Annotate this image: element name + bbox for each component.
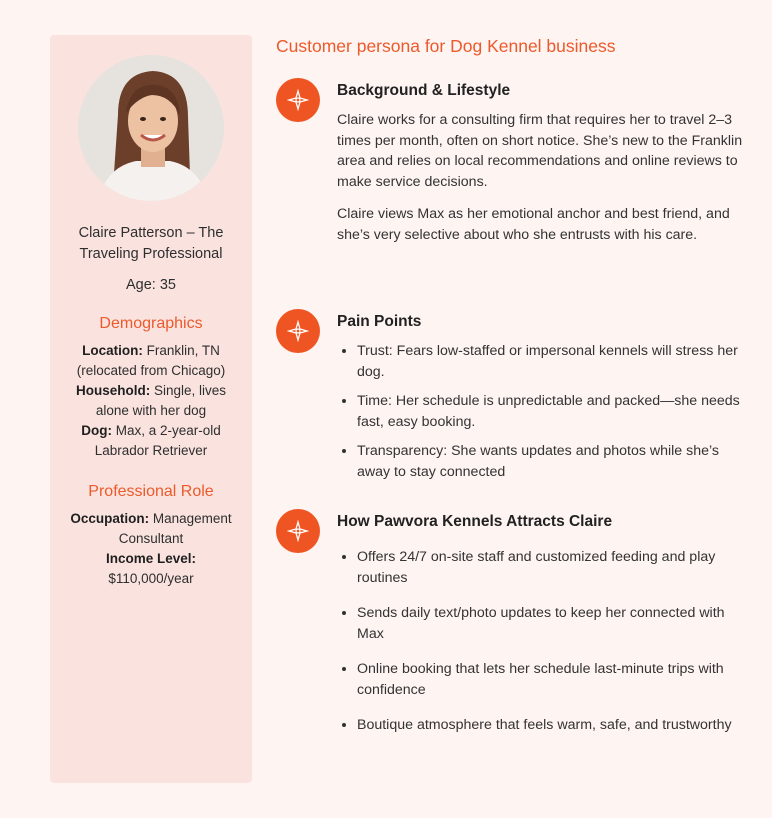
persona-age: Age: 35 bbox=[126, 277, 176, 293]
list-item: • Boutique atmosphere that feels warm, safe, and trustworthy bbox=[357, 715, 746, 736]
occupation-label: Occupation: bbox=[70, 511, 150, 526]
background-title: Background & Lifestyle bbox=[337, 82, 511, 99]
dog-label: Dog: bbox=[81, 423, 112, 438]
sparkle-icon bbox=[276, 309, 320, 353]
household-value: Single, lives alone with her dog bbox=[95, 383, 227, 418]
attracts-title: How Pawvora Kennels Attracts Claire bbox=[337, 513, 613, 530]
list-item: • Sends daily text/photo updates to keep her connected with Max bbox=[357, 603, 746, 644]
list-item: • Online booking that lets her schedule last-minute trips with confidence bbox=[357, 659, 746, 700]
demographics-location bbox=[58, 341, 244, 381]
occupation-value: Management Consultant bbox=[118, 511, 232, 546]
income-value: $110,000/year bbox=[108, 571, 194, 586]
persona-avatar bbox=[78, 55, 224, 201]
list-item: • Transparency: She wants updates and photos while she’s away to stay connected bbox=[357, 441, 746, 482]
background-paragraph-1: Claire works for a consulting firm that requires her to travel 2–3 times per month, often on short notice. She’s new to the Franklin area and relies on local recommendations and online reviews to make service decisions. bbox=[337, 112, 743, 190]
list-item: • Offers 24/7 on-site staff and customized feeding and play routines bbox=[357, 547, 746, 588]
demographics-heading: Demographics bbox=[99, 315, 203, 332]
household-label: Household: bbox=[75, 383, 151, 398]
section-pain-points bbox=[276, 309, 746, 491]
demographics-dog bbox=[58, 421, 244, 461]
demographics-household bbox=[58, 381, 244, 421]
page-title: Customer persona for Dog Kennel business bbox=[276, 36, 616, 56]
sparkle-icon bbox=[276, 509, 320, 553]
professional-heading: Professional Role bbox=[88, 483, 214, 500]
professional-occupation bbox=[58, 509, 244, 549]
demographics-list bbox=[58, 341, 244, 461]
persona-name: Claire Patterson – The Traveling Professional bbox=[78, 225, 224, 262]
persona-sidebar bbox=[50, 35, 252, 783]
pain-points-title: Pain Points bbox=[337, 313, 422, 330]
avatar-illustration bbox=[78, 55, 224, 201]
dog-value: Max, a 2-year-old Labrador Retriever bbox=[94, 423, 221, 458]
list-item: • Trust: Fears low-staffed or impersonal kennels will stress her dog. bbox=[357, 341, 746, 382]
pain-points-list bbox=[337, 341, 746, 482]
professional-income bbox=[58, 549, 244, 589]
location-label: Location: bbox=[82, 343, 143, 358]
section-background bbox=[276, 78, 746, 257]
income-label: Income Level: bbox=[105, 551, 197, 566]
section-attracts bbox=[276, 509, 746, 751]
location-value: Franklin, TN (relocated from Chicago) bbox=[76, 343, 226, 378]
background-paragraph-2: Claire views Max as her emotional anchor and best friend, and she’s very selective about who she entrusts with his care. bbox=[337, 206, 730, 243]
list-item: • Time: Her schedule is unpredictable and packed—she needs fast, easy booking. bbox=[357, 391, 746, 432]
sparkle-icon bbox=[276, 78, 320, 122]
professional-list bbox=[58, 509, 244, 589]
attracts-list bbox=[337, 547, 746, 736]
